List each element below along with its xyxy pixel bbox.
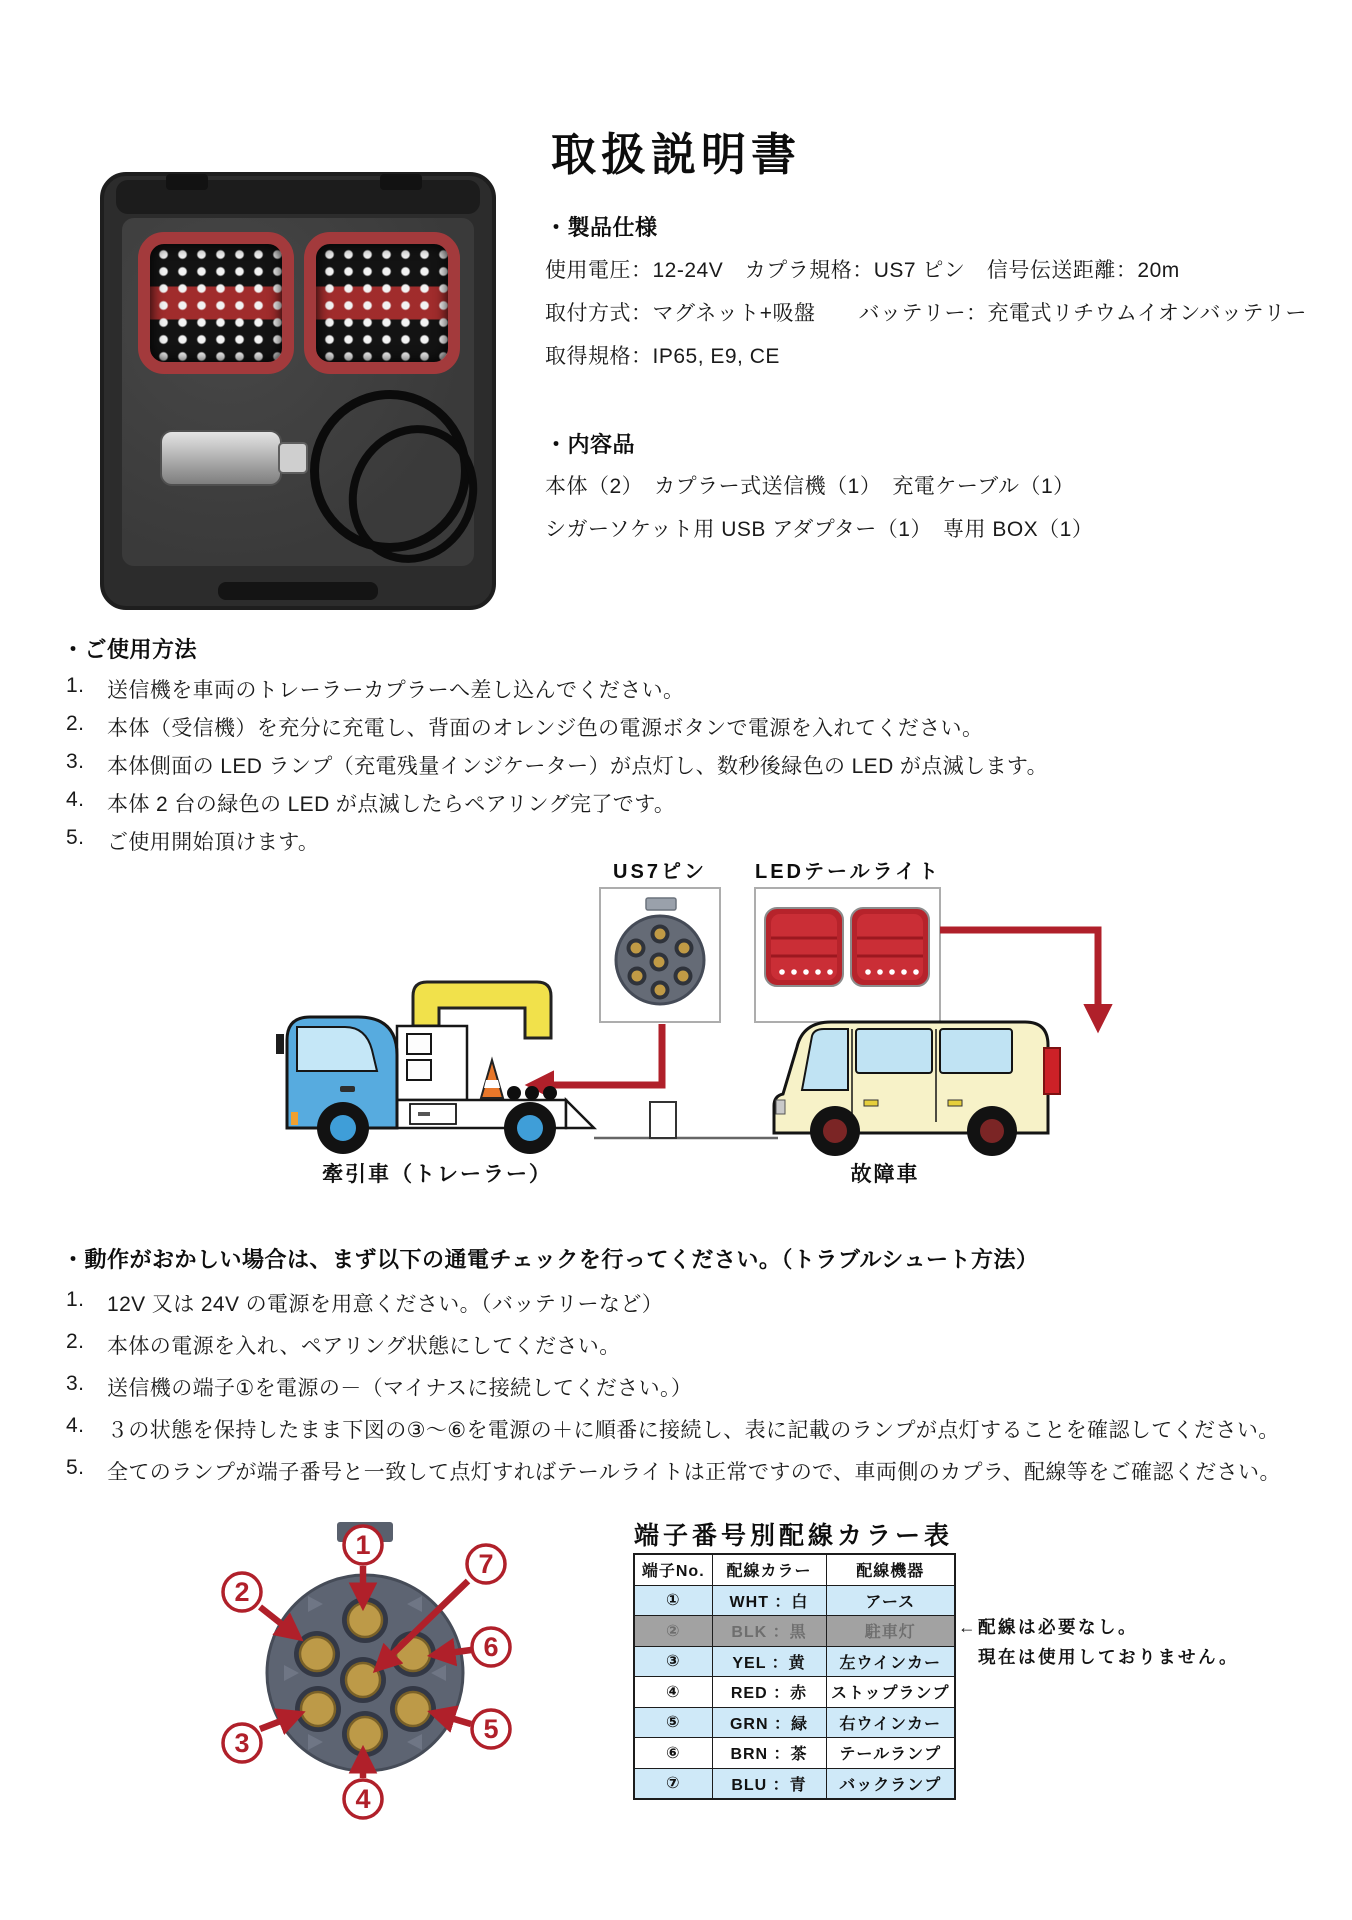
usage-step: [66, 750, 1048, 780]
tow-truck-illustration: [276, 982, 594, 1154]
terminal-no: ①: [634, 1585, 712, 1616]
led-taillight-label: LEDテールライト: [755, 861, 941, 883]
transmitter-connector-photo: [160, 430, 282, 486]
broken-vehicle-label: 故障車: [850, 1163, 920, 1186]
wired-device: 駐車灯: [826, 1616, 955, 1647]
step-text: 送信機の端子①を電源の－（マイナスに接続してください。）: [107, 1377, 693, 1400]
table-row: [634, 1738, 955, 1769]
troubleshoot-step: [66, 1330, 621, 1360]
case-latch: [166, 174, 208, 190]
table-header-row: [634, 1554, 955, 1585]
note-line: ←配線は必要なし。: [958, 1617, 1138, 1637]
table-row: [634, 1677, 955, 1708]
table-row: [634, 1616, 955, 1647]
case-latch: [380, 174, 422, 190]
step-text: 送信機を車両のトレーラーカプラーへ差し込んでください。: [107, 679, 685, 702]
usage-step: [66, 788, 675, 818]
wire-color: RED ：赤: [712, 1677, 826, 1708]
pin-number-2: 2: [234, 1577, 250, 1607]
spec-line: 取付方式：マグネット+吸盤 バッテリー：充電式リチウムイオンバッテリー: [545, 302, 1307, 325]
led-taillight-photo-box: [755, 888, 940, 1022]
spec-line: 取得規格：IP65, E9, CE: [545, 345, 780, 368]
usage-heading: ・ご使用方法: [62, 637, 198, 662]
step-text: 全てのランプが端子番号と一致して点灯すればテールライトは正常ですので、車両側のカプラ、配線等をご確認ください。: [107, 1461, 1281, 1484]
case-handle: [218, 582, 378, 600]
us7-connector-photo-box: [600, 888, 720, 1022]
table-row: [634, 1646, 955, 1677]
wiring-table-title: 端子番号別配線カラー表: [633, 1522, 953, 1550]
towing-diagram: [180, 850, 1120, 1180]
step-number: 3.: [66, 1372, 85, 1395]
wired-device: 左ウインカー: [826, 1646, 955, 1677]
step-text: 本体の電源を入れ、ペアリング状態にしてください。: [107, 1335, 621, 1358]
us7-pin-label: US7ピン: [613, 861, 707, 883]
troubleshoot-step: [66, 1288, 663, 1318]
pin-number-7: 7: [478, 1549, 494, 1579]
tail-lamp-photo: [304, 232, 460, 374]
pin-number-1: 1: [355, 1530, 371, 1560]
wire-color: BLK ：黒: [712, 1616, 826, 1647]
note-line: 現在は使用しておりません。: [978, 1647, 1240, 1667]
pin-number-3: 3: [234, 1728, 250, 1758]
contents-line: シガーソケット用 USB アダプター（1） 専用 BOX（1）: [545, 518, 1094, 541]
tail-lamp-photo: [138, 232, 294, 374]
col-header-device: 配線機器: [826, 1554, 955, 1585]
wired-device: 右ウインカー: [826, 1707, 955, 1738]
usage-step: [66, 712, 983, 742]
step-number: 4.: [66, 788, 85, 811]
spec-line: 使用電圧：12-24V カプラ規格：US7 ピン 信号伝送距離：20m: [545, 259, 1180, 282]
terminal-no: ⑥: [634, 1738, 712, 1769]
page-title: 取扱説明書: [550, 129, 801, 181]
step-number: 5.: [66, 826, 85, 849]
step-text: ３の状態を保持したまま下図の③～⑥を電源の＋に順番に接続し、表に記載のランプが点灯することを確認してください。: [107, 1419, 1280, 1442]
terminal-no: ④: [634, 1677, 712, 1708]
step-number: 1.: [66, 1288, 85, 1311]
troubleshoot-step: [66, 1456, 1281, 1486]
wiring-color-table: [633, 1553, 956, 1800]
table-row: [634, 1585, 955, 1616]
col-header-color: 配線カラー: [712, 1554, 826, 1585]
contents-line: 本体（2） カプラー式送信機（1） 充電ケーブル（1）: [545, 475, 1075, 498]
step-number: 3.: [66, 750, 85, 773]
wired-device: テールランプ: [826, 1738, 955, 1769]
tow-line: [594, 1102, 778, 1138]
terminal-no: ⑦: [634, 1768, 712, 1799]
step-number: 5.: [66, 1456, 85, 1479]
step-text: ご使用開始頂けます。: [107, 831, 320, 854]
wire-color: BLU ：青: [712, 1768, 826, 1799]
step-number: 1.: [66, 674, 85, 697]
product-case-photo: [100, 172, 496, 610]
troubleshoot-heading: ・動作がおかしい場合は、まず以下の通電チェックを行ってください。（トラブルシュート方法）: [62, 1247, 1039, 1272]
table-row: [634, 1707, 955, 1738]
step-number: 2.: [66, 712, 85, 735]
step-number: 4.: [66, 1414, 85, 1437]
parking-lamp-note: [958, 1612, 1239, 1672]
transmitter-connector-tip: [278, 442, 308, 474]
step-text: 本体側面の LED ランプ（充電残量インジケーター）が点灯し、数秒後緑色の LED が点滅します。: [107, 755, 1049, 778]
step-number: 2.: [66, 1330, 85, 1353]
step-text: 本体 2 台の緑色の LED が点滅したらペアリング完了です。: [107, 793, 676, 816]
pin-number-4: 4: [355, 1784, 371, 1814]
terminal-no: ⑤: [634, 1707, 712, 1738]
specs-heading: ・製品仕様: [545, 215, 658, 240]
step-text: 本体（受信機）を充分に充電し、背面のオレンジ色の電源ボタンで電源を入れてください。: [107, 717, 984, 740]
table-row: [634, 1768, 955, 1799]
connector-pin-diagram: [160, 1518, 540, 1834]
troubleshoot-step: [66, 1414, 1280, 1444]
wired-device: ストップランプ: [826, 1677, 955, 1708]
wired-device: アース: [826, 1585, 955, 1616]
wire-color: YEL ：黄: [712, 1646, 826, 1677]
tow-vehicle-label: 牽引車（トレーラー）: [322, 1163, 552, 1186]
pin-number-5: 5: [483, 1714, 499, 1744]
wire-color: WHT ：白: [712, 1585, 826, 1616]
pin-number-6: 6: [483, 1632, 499, 1662]
wire-color: GRN ：緑: [712, 1707, 826, 1738]
broken-car-illustration: [774, 1022, 1060, 1156]
contents-heading: ・内容品: [545, 432, 636, 457]
car-tail-lamp: [1044, 1048, 1060, 1094]
usage-step: [66, 674, 684, 704]
col-header-terminal: 端子No.: [634, 1554, 712, 1585]
wired-device: バックランプ: [826, 1768, 955, 1799]
wire-color: BRN ：茶: [712, 1738, 826, 1769]
step-text: 12V 又は 24V の電源を用意ください。（バッテリーなど）: [107, 1293, 664, 1316]
troubleshoot-step: [66, 1372, 692, 1402]
case-foam: [122, 218, 474, 566]
terminal-no: ②: [634, 1616, 712, 1647]
terminal-no: ③: [634, 1646, 712, 1677]
